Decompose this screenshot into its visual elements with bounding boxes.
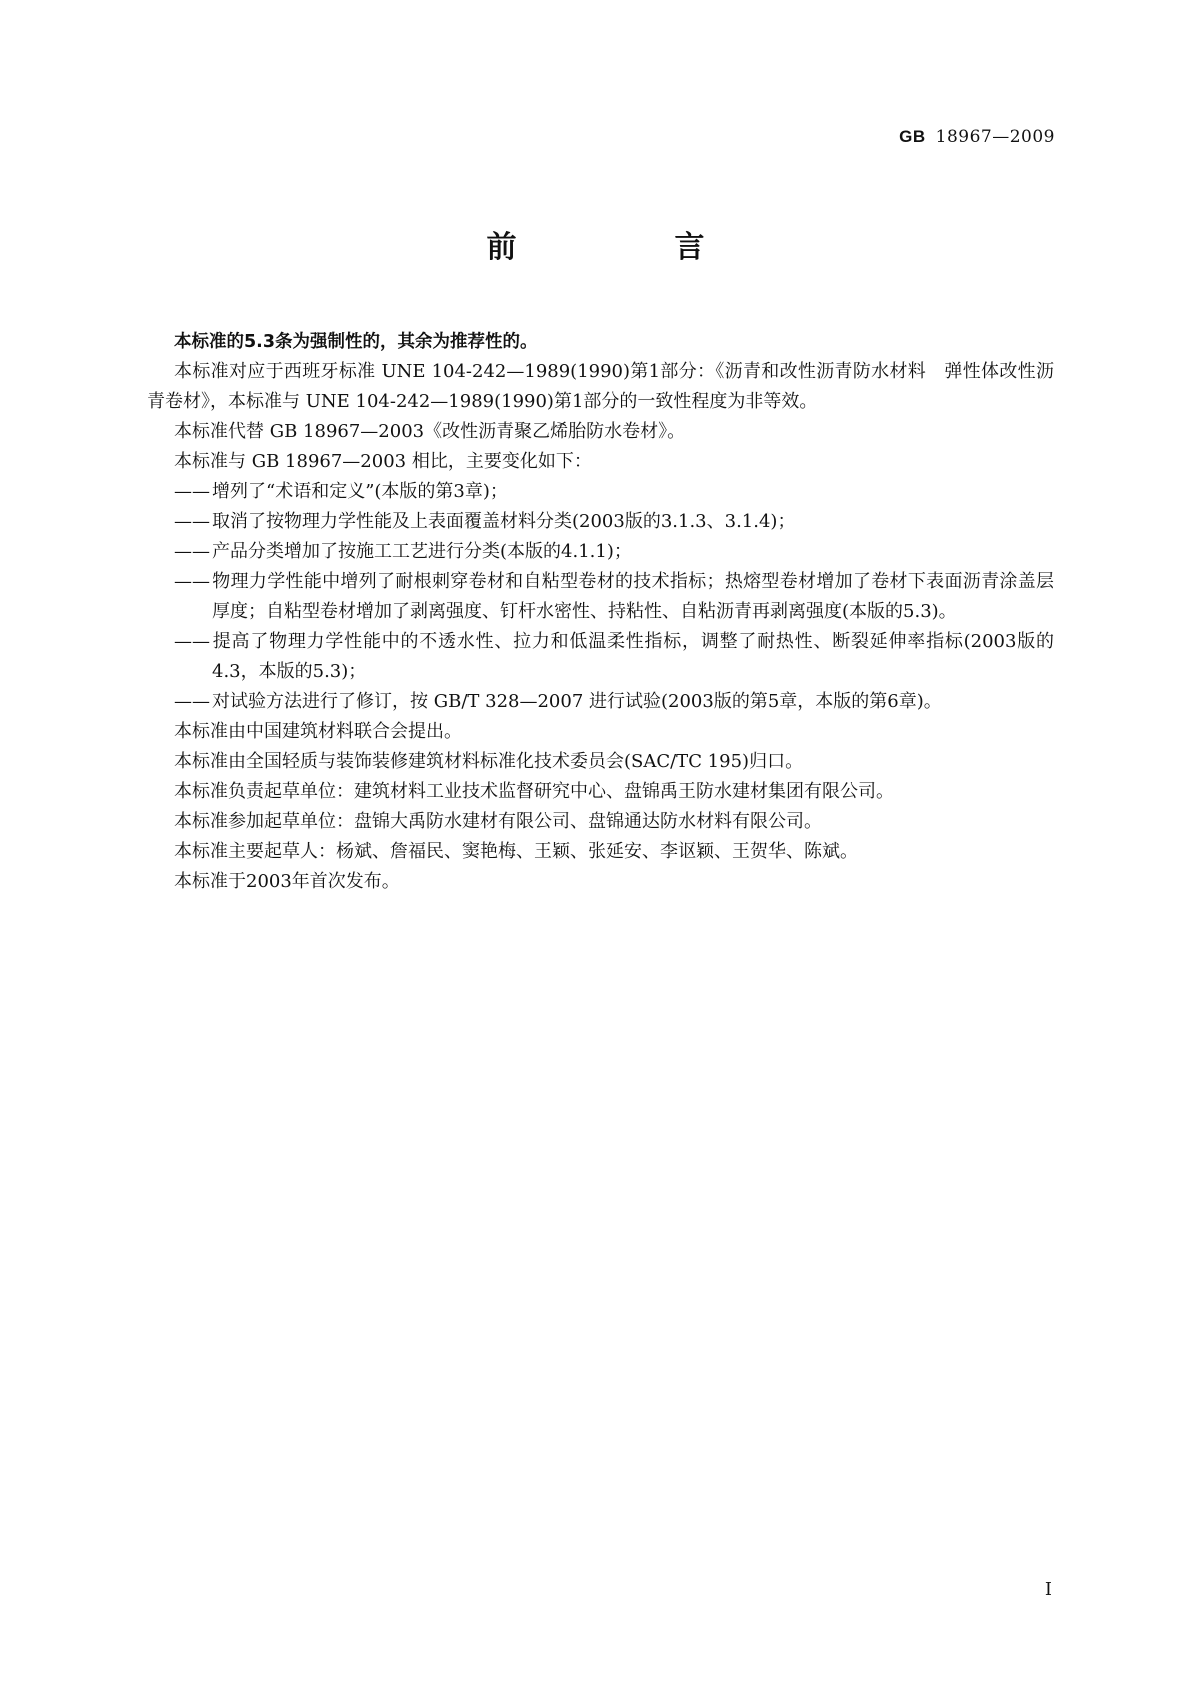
page-title: 前 言 [486,230,769,265]
lead-drafter-paragraph: 本标准负责起草单位：建筑材料工业技术监督研究中心、盘锦禹王防水建材集团有限公司。 [174,781,894,802]
dash-marker: —— [174,541,210,562]
first-release-paragraph: 本标准于2003年首次发布。 [174,871,400,892]
list-item [147,537,1054,567]
list-item [147,507,1054,537]
committee-paragraph: 本标准由全国轻质与装饰装修建筑材料标准化技术委员会(SAC/TC 195)归口。 [174,751,804,772]
mandatory-clause-paragraph: 本标准的5.3条为强制性的，其余为推荐性的。 [174,332,538,352]
dash-marker: —— [174,691,210,712]
dash-marker: —— [174,481,210,502]
standard-code [899,127,1055,147]
standard-number: 18967—2009 [935,127,1055,147]
list-item [147,567,1054,627]
replacement-paragraph: 本标准代替 GB 18967—2003《改性沥青聚乙烯胎防水卷材》。 [174,421,686,442]
list-item-text: 增列了“术语和定义”(本版的第3章)； [212,481,508,502]
dash-marker: —— [174,571,210,592]
list-item [147,687,1054,717]
list-item [147,477,1054,507]
dash-marker: —— [174,511,210,532]
correspondence-paragraph: 本标准对应于西班牙标准 UNE 104-242—1989(1990)第1部分：《沥青和改性沥青防水材料 弹性体改性沥青卷材》，本标准与 UNE 104-242—1989(1990)第1部分的一致性程度为非等效。 [147,361,1054,412]
list-item-text: 对试验方法进行了修订，按 GB/T 328—2007 进行试验(2003版的第5章，本版的第6章)。 [212,691,942,712]
standard-prefix: GB [899,127,926,146]
list-item-text: 取消了按物理力学性能及上表面覆盖材料分类(2003版的3.1.3、3.1.4)； [212,511,796,532]
changes-list [147,477,1054,717]
list-item [147,627,1054,687]
participating-drafter-paragraph: 本标准参加起草单位：盘锦大禹防水建材有限公司、盘锦通达防水材料有限公司。 [174,811,822,832]
dash-marker: —— [174,631,210,652]
main-drafters-paragraph: 本标准主要起草人：杨斌、詹福民、窦艳梅、王颖、张延安、李讴颖、王贺华、陈斌。 [174,841,858,862]
list-item-text: 产品分类增加了按施工工艺进行分类(本版的4.1.1)； [212,541,632,562]
foreword-body [147,327,1054,897]
page-number: I [1044,1579,1052,1600]
proposer-paragraph: 本标准由中国建筑材料联合会提出。 [174,721,462,742]
list-item-text: 提高了物理力学性能中的不透水性、拉力和低温柔性指标，调整了耐热性、断裂延伸率指标(2003版的4.3，本版的5.3)； [212,631,1054,682]
changes-intro-paragraph: 本标准与 GB 18967—2003 相比，主要变化如下： [174,451,592,472]
list-item-text: 物理力学性能中增列了耐根刺穿卷材和自粘型卷材的技术指标；热熔型卷材增加了卷材下表面沥青涂盖层厚度；自粘型卷材增加了剥离强度、钉杆水密性、持粘性、自粘沥青再剥离强度(本版的5.3)。 [212,571,1054,622]
